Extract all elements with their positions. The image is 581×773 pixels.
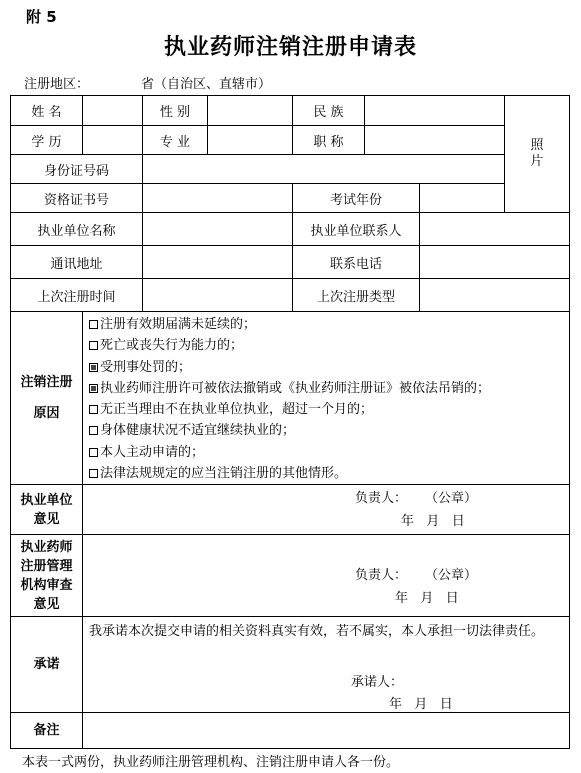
remarks-field[interactable] (83, 713, 570, 749)
seal-label: （公章） (425, 491, 478, 507)
checkbox[interactable] (89, 405, 98, 414)
photo-label-2: 片 (530, 154, 544, 169)
gender-label: 性 别 (143, 96, 208, 126)
reason-option-label: 死亡或丧失行为能力的； (100, 338, 244, 354)
address-field[interactable] (143, 246, 293, 279)
authority-opinion-label-line: 机构审查 (20, 577, 73, 593)
commitment-field[interactable] (83, 617, 570, 713)
employer-opinion-label-line2: 意见 (33, 511, 60, 527)
attachment-number: 附 5 (26, 8, 57, 26)
education-label: 学 历 (11, 126, 83, 155)
major-field[interactable] (208, 126, 293, 155)
reason-option[interactable] (89, 335, 569, 356)
application-form-table (10, 95, 570, 749)
reason-label-cell (11, 312, 83, 485)
reason-options (83, 312, 570, 485)
reason-option-label: 无正当理由不在执业单位执业，超过一个月的； (100, 402, 374, 418)
last-reg-time-label: 上次注册时间 (11, 279, 143, 312)
checkbox[interactable] (89, 341, 98, 350)
footer-note: 本表一式两份，执业药师注册管理机构、注销注册申请人各一份。 (22, 755, 400, 770)
reason-label-line1: 注销注册 (20, 375, 73, 391)
checkbox-checked[interactable] (89, 363, 98, 372)
seal-label: （公章） (425, 568, 478, 584)
region-label: 注册地区： (24, 77, 90, 92)
phone-field[interactable] (420, 246, 570, 279)
reason-label-line2: 原因 (33, 406, 60, 422)
checkbox[interactable] (89, 448, 98, 457)
authority-opinion-label-cell (11, 535, 83, 617)
authority-opinion-label-line: 意见 (33, 596, 60, 612)
reason-option[interactable] (89, 314, 569, 335)
name-label: 姓 名 (11, 96, 83, 126)
reason-option-label: 法律法规规定的应当注销注册的其他情形。 (100, 466, 348, 482)
checkbox[interactable] (89, 320, 98, 329)
cert-number-label: 资格证书号 (11, 184, 143, 213)
id-number-label: 身份证号码 (11, 155, 143, 184)
gender-field[interactable] (208, 96, 293, 126)
date-label: 年 月 日 (389, 697, 453, 713)
reason-option[interactable] (89, 399, 569, 420)
phone-label: 联系电话 (293, 246, 420, 279)
exam-year-field[interactable] (420, 184, 505, 213)
professional-title-field[interactable] (365, 126, 505, 155)
ethnicity-field[interactable] (365, 96, 505, 126)
reason-option-label: 执业药师注册许可被依法撤销或《执业药师注册证》被依法吊销的； (100, 380, 491, 396)
reason-option[interactable] (89, 378, 569, 399)
commitment-statement: 我承诺本次提交申请的相关资料真实有效，若不属实，本人承担一切法律责任。 (89, 624, 545, 640)
reason-option[interactable] (89, 463, 569, 484)
authority-opinion-label-line: 执业药师 (20, 539, 73, 555)
employer-opinion-label-cell (11, 485, 83, 535)
photo-box[interactable] (505, 96, 570, 213)
employer-contact-field[interactable] (420, 213, 570, 246)
responsible-label: 负责人： (355, 491, 408, 507)
authority-opinion-field[interactable] (83, 535, 570, 617)
date-label: 年 月 日 (395, 591, 459, 607)
ethnicity-label: 民 族 (293, 96, 365, 126)
photo-label-1: 照 (530, 138, 544, 153)
cert-number-field[interactable] (143, 184, 293, 213)
reason-option-label: 受刑事处罚的； (100, 359, 192, 375)
checkbox[interactable] (89, 469, 98, 478)
professional-title-label: 职 称 (293, 126, 365, 155)
checkbox[interactable] (89, 426, 98, 435)
id-number-field[interactable] (143, 155, 505, 184)
responsible-label: 负责人： (355, 568, 408, 584)
last-reg-type-label: 上次注册类型 (293, 279, 420, 312)
checkbox-checked[interactable] (89, 384, 98, 393)
education-field[interactable] (83, 126, 143, 155)
name-field[interactable] (83, 96, 143, 126)
address-label: 通讯地址 (11, 246, 143, 279)
date-label: 年 月 日 (401, 514, 465, 530)
authority-opinion-label-line: 注册管理 (20, 558, 73, 574)
exam-year-label: 考试年份 (293, 184, 420, 213)
signer-label: 承诺人： (351, 675, 404, 691)
commitment-label: 承诺 (11, 617, 83, 713)
reason-option-label: 注册有效期届满未延续的； (100, 317, 257, 332)
form-title: 执业药师注销注册申请表 (163, 35, 417, 60)
employer-opinion-field[interactable] (83, 485, 570, 535)
employer-label: 执业单位名称 (11, 213, 143, 246)
employer-contact-label: 执业单位联系人 (293, 213, 420, 246)
region-province-label: 省（自治区、直辖市） (141, 77, 272, 92)
major-label: 专 业 (143, 126, 208, 155)
last-reg-type-field[interactable] (420, 279, 570, 312)
employer-opinion-label-line1: 执业单位 (20, 492, 73, 508)
remarks-label: 备注 (11, 713, 83, 749)
reason-option-label: 本人主动申请的； (100, 444, 205, 460)
reason-option[interactable] (89, 442, 569, 463)
reason-option[interactable] (89, 357, 569, 378)
reason-option[interactable] (89, 420, 569, 441)
employer-field[interactable] (143, 213, 293, 246)
last-reg-time-field[interactable] (143, 279, 293, 312)
reason-option-label: 身体健康状况不适宜继续执业的； (100, 423, 296, 439)
